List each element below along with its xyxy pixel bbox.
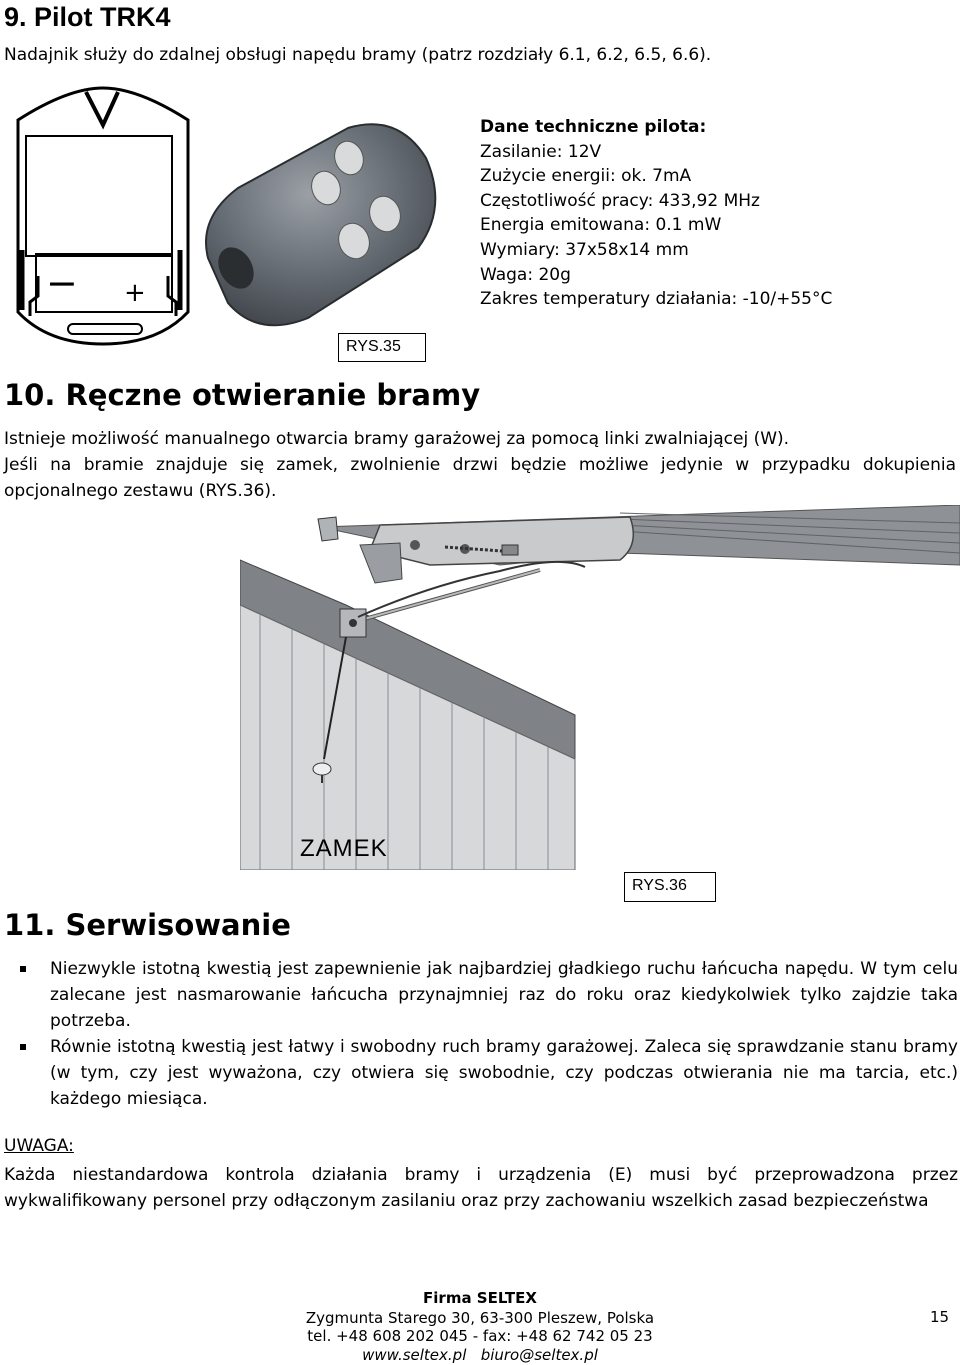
section-9-intro: Nadajnik służy do zdalnej obsługi napędu bramy (patrz rozdziały 6.1, 6.2, 6.5, 6.6). [4, 45, 712, 65]
bullet-square-icon [20, 1044, 26, 1050]
footer-web-link[interactable]: www.seltex.pl [362, 1346, 467, 1364]
spec-line: Wymiary: 37x58x14 mm [480, 239, 689, 260]
warning-text: Każda niestandardowa kontrola działania bramy i urządzenia (E) musi być przeprowadzona przez wykwalifikowany personel przy odłączonym zasilaniu oraz przy zachowaniu wszelkich zasad bezpieczeństwa [4, 1165, 958, 1211]
battery-minus-sign: − [46, 261, 78, 305]
maintenance-list [4, 956, 958, 1112]
list-item-text: Równie istotną kwestią jest łatwy i swobodny ruch bramy garażowej. Zaleca się sprawdzanie stanu bramy (w tym, czy jest wyważona, czy otwiera się swobodnie, czy podczas otwierania nie ma tarcia, etc.) każdego miesiąca. [50, 1037, 958, 1109]
figure-label-rys35: RYS.35 [338, 333, 426, 362]
page-number: 15 [930, 1308, 950, 1326]
remote-battery-diagram [8, 80, 198, 350]
spec-line: Waga: 20g [480, 264, 571, 285]
footer-email-link[interactable]: biuro@seltex.pl [480, 1346, 598, 1364]
manual-release-illustration [240, 505, 960, 870]
bullet-square-icon [20, 966, 26, 972]
zamek-caption: ZAMEK [300, 835, 388, 862]
figure-label-rys36: RYS.36 [624, 872, 716, 902]
list-item [4, 1034, 958, 1112]
remote-specs [480, 115, 832, 312]
remote-control-photo [198, 118, 448, 338]
specs-title: Dane techniczne pilota: [480, 117, 707, 137]
section-10-heading: 10. Ręczne otwieranie bramy [4, 378, 481, 412]
list-item-text: Niezwykle istotną kwestią jest zapewnienie jak najbardziej gładkiego ruchu łańcucha napędu. W tym celu zalecane jest nasmarowanie łańcucha przynajmniej raz do roku oraz kiedykolwiek tylko zajdzie taka potrzeba. [50, 959, 958, 1031]
section-10-line1: Istnieje możliwość manualnego otwarcia bramy garażowej za pomocą linki zwalniającej (W). [4, 429, 790, 449]
spec-line: Zużycie energii: ok. 7mA [480, 166, 692, 187]
spec-line: Energia emitowana: 0.1 mW [480, 215, 722, 236]
footer-contact [280, 1345, 680, 1365]
footer-phones: tel. +48 608 202 045 - fax: +48 62 742 05 23 [307, 1327, 653, 1345]
footer-address: Zygmunta Starego 30, 63-300 Pleszew, Polska [305, 1309, 655, 1327]
section-11-heading: 11. Serwisowanie [4, 908, 291, 942]
section-9-heading: 9. Pilot TRK4 [4, 2, 171, 32]
section-10-paragraph [4, 426, 956, 504]
spec-line: Częstotliwość pracy: 433,92 MHz [480, 190, 760, 211]
footer-company: Firma SELTEX [423, 1289, 537, 1307]
spec-line: Zasilanie: 12V [480, 141, 602, 162]
list-item [4, 956, 958, 1034]
warning-title: UWAGA: [4, 1136, 74, 1156]
battery-plus-sign: + [124, 278, 146, 308]
section-10-rest: Jeśli na bramie znajduje się zamek, zwolnienie drzwi będzie możliwe jedynie w przypadku dokupienia opcjonalnego zestawu (RYS.36). [4, 455, 956, 501]
spec-line: Zakres temperatury działania: -10/+55°C [480, 289, 833, 310]
